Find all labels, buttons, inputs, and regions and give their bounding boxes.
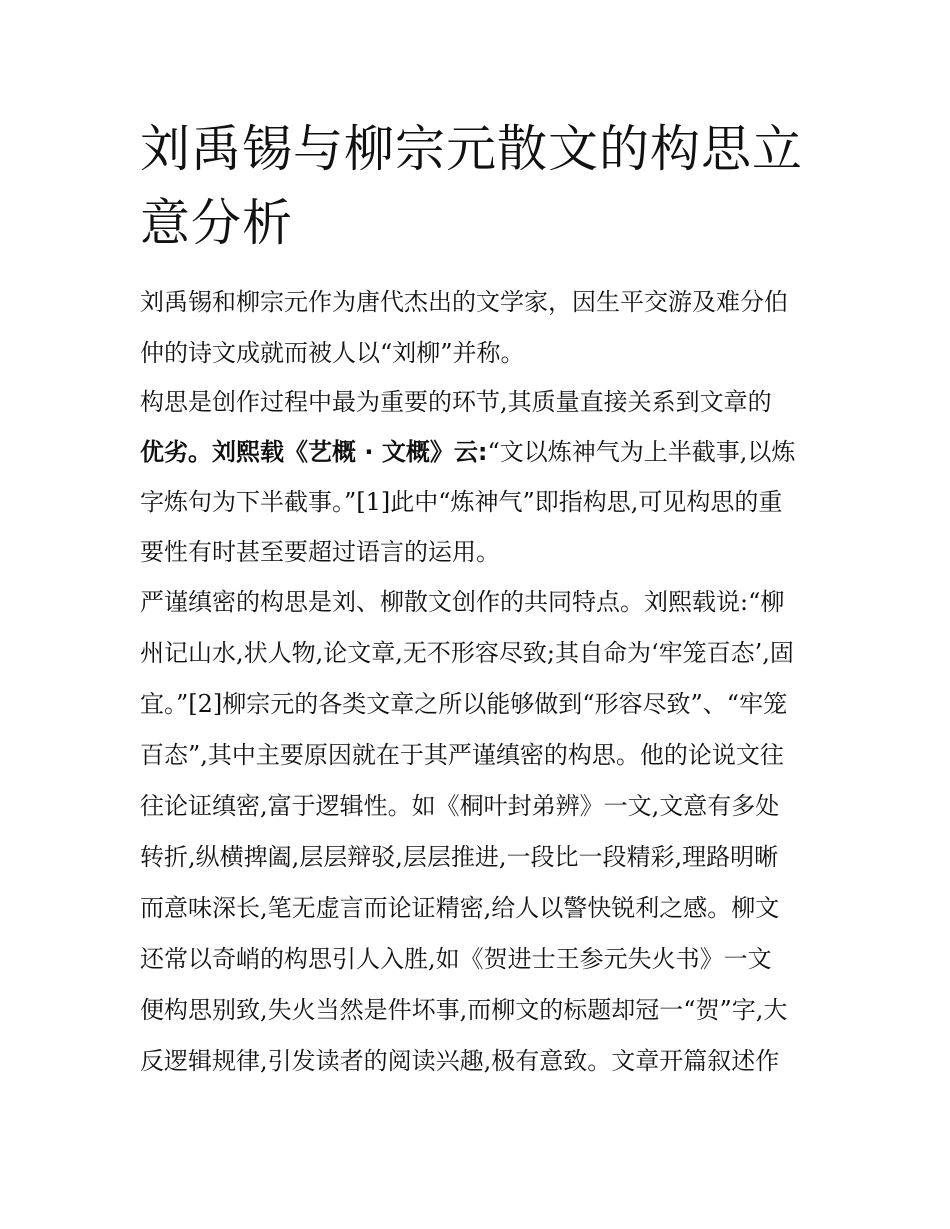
body-line-10: 百态”,其中主要原因就在于其严谨缜密的构思。他的论说文往	[140, 741, 784, 769]
body-line-3: 构思是创作过程中最为重要的环节,其质量直接关系到文章的	[140, 388, 772, 416]
body-line-9: 宜。”[2]柳宗元的各类文章之所以能够做到“形容尽致”、“牢笼	[140, 690, 788, 718]
body-line-2: 仲的诗文成就而被人以“刘柳”并称。	[140, 339, 525, 367]
body-line-11: 往论证缜密,富于逻辑性。如《桐叶封弟辨》一文,文意有多处	[140, 792, 780, 820]
document-title	[140, 112, 830, 260]
body-line-14: 还常以奇峭的构思引人入胜,如《贺进士王参元失火书》一文	[140, 945, 772, 973]
body-line-16: 反逻辑规律,引发读者的阅读兴趣,极有意致。文章开篇叙述作	[140, 1047, 780, 1075]
body-line-4	[140, 436, 830, 468]
body-line-7: 严谨缜密的构思是刘、柳散文创作的共同特点。刘熙载说:“柳	[140, 588, 785, 616]
body-line-15: 便构思别致,失火当然是件坏事,而柳文的标题却冠一“贺”字,大	[140, 996, 788, 1024]
body-line-5: 字炼句为下半截事。”[1]此中“炼神气”即指构思,可见构思的重	[140, 488, 783, 516]
body-line-12: 转折,纵横捭阖,层层辩驳,层层推进,一段比一段精彩,理路明晰	[140, 843, 779, 871]
body-line-1: 刘禹锡和柳宗元作为唐代杰出的文学家，因生平交游及难分伯	[140, 288, 788, 316]
title-line-2: 意分析	[140, 194, 293, 252]
body-line-6: 要性有时甚至要超过语言的运用。	[140, 538, 500, 566]
body-line-8: 州记山水,状人物,论文章,无不形容尽致;其自命为‘牢笼百态’,固	[140, 639, 794, 667]
title-line-1: 刘禹锡与柳宗元散文的构思立	[140, 120, 803, 178]
bold-quote-source: 优劣。刘熙载《艺概 · 文概》云:	[140, 438, 488, 466]
body-line-13: 而意味深长,笔无虚言而论证精密,给人以警快锐利之感。柳文	[140, 894, 780, 922]
body-line-4-rest: “文以炼神气为上半截事,以炼	[487, 438, 796, 466]
